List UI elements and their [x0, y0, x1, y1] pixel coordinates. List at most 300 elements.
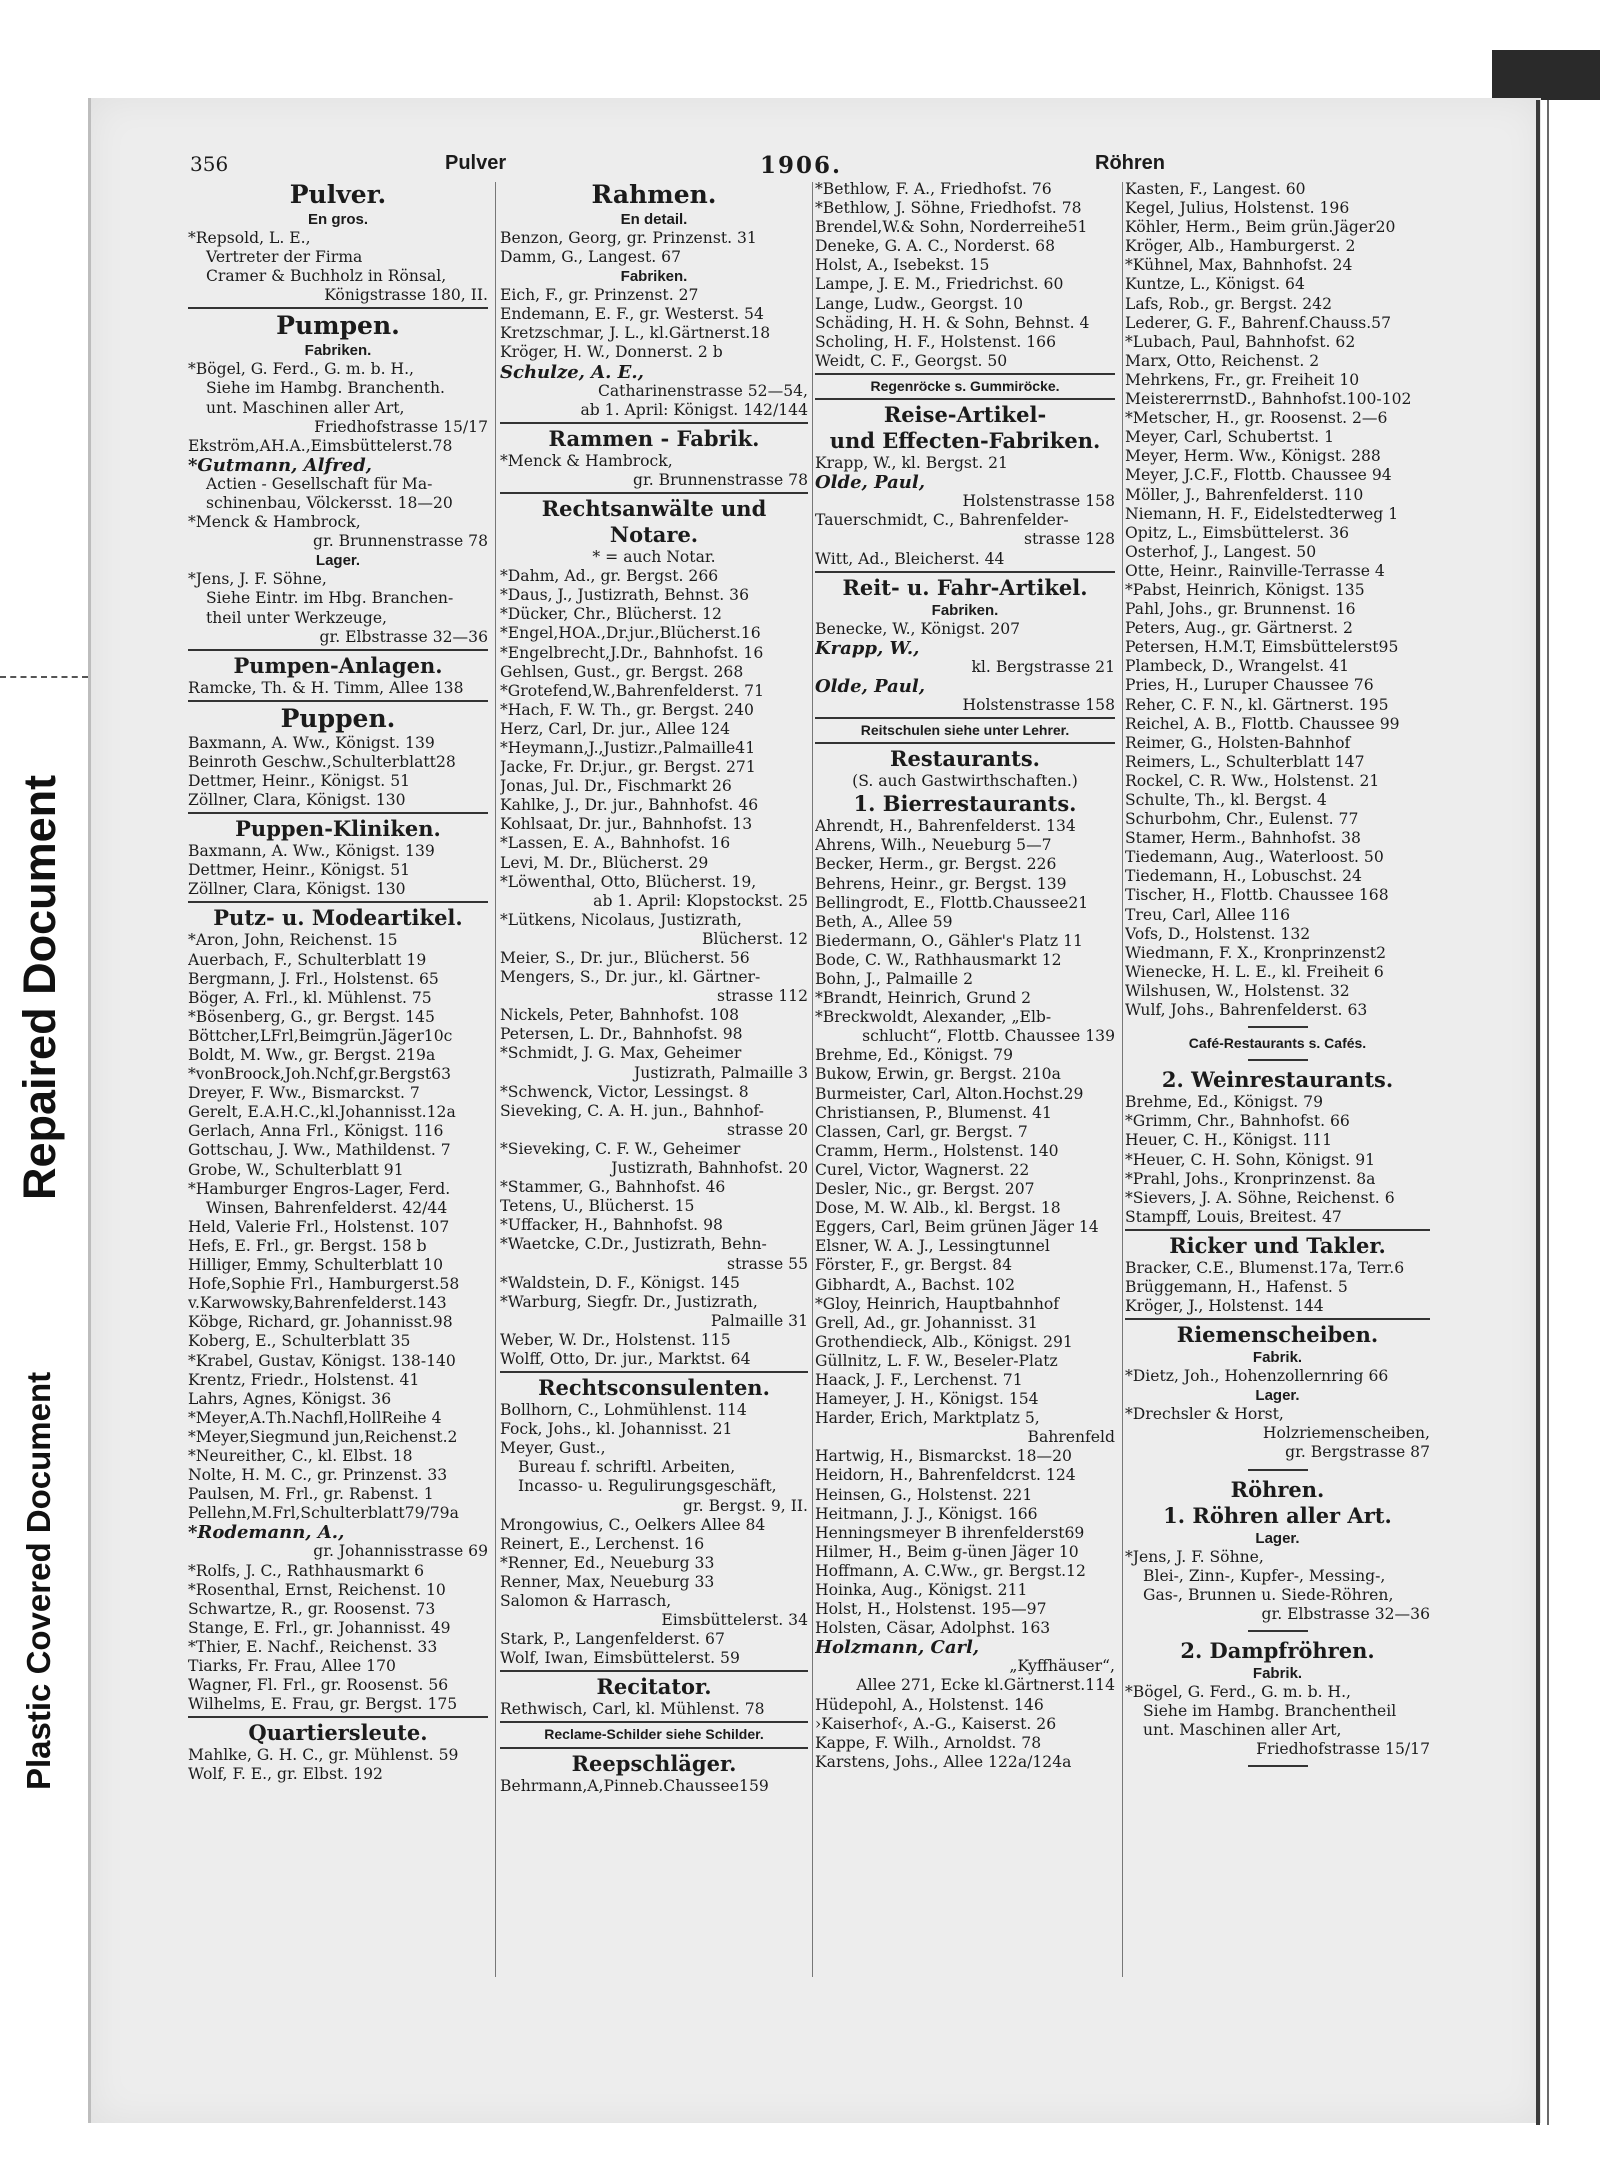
directory-entry: Weber, W. Dr., Holstenst. 115	[500, 1330, 731, 1349]
directory-entry: Wolff, Otto, Dr. jur., Marktst. 64	[500, 1349, 751, 1368]
directory-entry: Cramm, Herm., Holstenst. 140	[815, 1141, 1059, 1160]
scan-corner	[1492, 50, 1600, 100]
directory-entry: strasse 112	[717, 987, 808, 1006]
section-heading: Reepschläger.	[571, 1750, 737, 1776]
directory-entry: Dose, M. W. Alb., kl. Bergst. 18	[815, 1199, 1061, 1218]
page-edge-shadow	[1547, 100, 1549, 2125]
directory-entry: *Meyer,A.Th.Nachfl,HollReihe 4	[188, 1408, 442, 1427]
subheading: Lager.	[1255, 1387, 1300, 1405]
directory-entry: kl. Bergstrasse 21	[971, 657, 1115, 676]
directory-entry: Becker, Herm., gr. Bergst. 226	[815, 855, 1057, 874]
directory-entry: schinenbau, Völckersst. 18—20	[206, 494, 453, 513]
directory-entry: Koberg, E., Schulterblatt 35	[188, 1332, 411, 1351]
directory-entry: theil unter Werkzeuge,	[206, 608, 388, 627]
section-heading: Restaurants.	[890, 746, 1040, 772]
directory-entry: gr. Bergstrasse 87	[1285, 1443, 1430, 1462]
directory-entry: Böger, A. Frl., kl. Mühlenst. 75	[188, 988, 432, 1007]
directory-entry: Elsner, W. A. J., Lessingtunnel	[815, 1237, 1050, 1256]
section-heading: Reise-Artikel-	[883, 402, 1047, 428]
directory-entry: schlucht“, Flottb. Chaussee 139	[862, 1027, 1115, 1046]
directory-entry: Grell, Ad., gr. Johannisst. 31	[815, 1313, 1038, 1332]
directory-entry: Hefs, E. Frl., gr. Bergst. 158 b	[188, 1236, 427, 1255]
directory-entry: Kröger, Alb., Hamburgerst. 2	[1125, 237, 1356, 256]
section-rule	[500, 422, 808, 424]
directory-entry: *Sievers, J. A. Söhne, Reichenst. 6	[1125, 1188, 1395, 1207]
directory-entry: Bahrenfeld	[1027, 1428, 1115, 1447]
directory-entry: Brehme, Ed., Königst. 79	[1125, 1093, 1324, 1112]
directory-entry: Damm, G., Langest. 67	[500, 248, 681, 267]
directory-entry: Stamer, Herm., Bahnhofst. 38	[1125, 829, 1361, 848]
directory-entry: *Metscher, H., gr. Roosenst. 2—6	[1125, 409, 1388, 428]
section-heading: Puppen-Kliniken.	[235, 816, 441, 842]
section-rule	[1125, 1229, 1430, 1231]
section-rule	[815, 742, 1115, 744]
directory-entry: *Prahl, Johs., Kronprinzenst. 8a	[1125, 1169, 1376, 1188]
directory-entry: Siehe Eintr. im Hbg. Branchen-	[206, 589, 454, 608]
directory-entry: Sieveking, C. A. H. jun., Bahnhof-	[500, 1101, 764, 1120]
column-4	[1125, 180, 1430, 1773]
directory-entry: Wiedmann, F. X., Kronprinzenst2	[1125, 943, 1386, 962]
featured-entry: Olde, Paul,	[815, 676, 925, 696]
directory-entry: Brendel,W.& Sohn, Norderreihe51	[815, 218, 1088, 237]
directory-entry: Baxmann, A. Ww., Königst. 139	[188, 733, 435, 752]
directory-entry: Königstrasse 180, II.	[324, 286, 488, 305]
directory-entry: Levi, M. Dr., Blücherst. 29	[500, 853, 709, 872]
section-rule	[815, 398, 1115, 400]
directory-entry: Stange, E. Frl., gr. Johannisst. 49	[188, 1618, 451, 1637]
directory-entry: Holzriemenscheiben,	[1262, 1424, 1430, 1443]
directory-entry: Wagner, Fl. Frl., gr. Roosenst. 56	[188, 1676, 449, 1695]
directory-entry: Böttcher,LFrl,Beimgrün.Jäger10c	[188, 1026, 453, 1045]
directory-entry: Dreyer, F. Ww., Bismarckst. 7	[188, 1084, 420, 1103]
column-1	[188, 180, 488, 1784]
directory-entry: *Breckwoldt, Alexander, „Elb-	[815, 1008, 1052, 1027]
directory-entry: *Repsold, L. E.,	[188, 229, 311, 247]
directory-entry: *Krabel, Gustav, Königst. 138-140	[188, 1351, 456, 1370]
directory-entry: Hofe,Sophie Frl., Hamburgerst.58	[188, 1275, 460, 1294]
directory-entry: *Grotefend,W.,Bahrenfelderst. 71	[500, 681, 764, 700]
header-right-keyword: Röhren	[1095, 152, 1165, 174]
column-3	[815, 180, 1115, 1772]
directory-entry: Möller, J., Bahrenfelderst. 110	[1125, 485, 1364, 504]
directory-entry: Treu, Carl, Allee 116	[1125, 905, 1291, 924]
short-rule	[1248, 1469, 1308, 1471]
directory-entry: strasse 55	[726, 1254, 808, 1273]
directory-entry: strasse 20	[726, 1120, 808, 1139]
directory-entry: *Gloy, Heinrich, Hauptbahnhof	[815, 1294, 1060, 1313]
directory-entry: Meier, S., Dr. jur., Blücherst. 56	[500, 949, 750, 967]
directory-entry: Gerelt, E.A.H.C.,kl.Johannisst.12a	[188, 1103, 456, 1122]
short-rule	[1248, 1059, 1308, 1061]
section-rule	[500, 1371, 808, 1373]
directory-entry: Köhler, Herm., Beim grün.Jäger20	[1125, 218, 1396, 237]
section-heading: Rahmen.	[591, 180, 717, 209]
section-rule	[188, 307, 488, 309]
directory-entry: Marx, Otto, Reichenst. 2	[1125, 351, 1320, 370]
column-divider	[1122, 182, 1123, 1977]
directory-entry: Justizrath, Palmaille 3	[634, 1063, 808, 1082]
directory-entry: *Waldstein, D. F., Königst. 145	[500, 1273, 740, 1292]
directory-entry: Siehe im Hambg. Branchenth.	[206, 379, 445, 398]
section-rule	[188, 812, 488, 814]
subheading: Fabriken.	[931, 601, 999, 619]
directory-entry: Deneke, G. A. C., Norderst. 68	[815, 237, 1056, 256]
directory-entry: Holst, H., Holstenst. 195—97	[815, 1600, 1047, 1619]
section-rule	[500, 492, 808, 494]
directory-entry: *Löwenthal, Otto, Blücherst. 19,	[500, 872, 757, 891]
directory-entry: *Grimm, Chr., Bahnhofst. 66	[1125, 1112, 1350, 1131]
directory-entry: Christiansen, P., Blumenst. 41	[815, 1103, 1052, 1122]
directory-entry: *Lütkens, Nicolaus, Justizrath,	[500, 910, 742, 929]
directory-entry: *Uffacker, H., Bahnhofst. 98	[500, 1216, 723, 1235]
directory-entry: Petersen, H.M.T, Eimsbüttelerst95	[1125, 638, 1399, 657]
header-year: 1906.	[760, 152, 843, 179]
section-heading: 2. Weinrestaurants.	[1161, 1067, 1394, 1093]
directory-entry: *Dücker, Chr., Blücherst. 12	[500, 605, 722, 624]
directory-entry: Brehme, Ed., Königst. 79	[815, 1046, 1014, 1065]
directory-entry: Gas-, Brunnen u. Siede-Röhren,	[1143, 1585, 1394, 1604]
section-heading: Notare.	[609, 522, 699, 548]
directory-entry: „Kyffhäuser“,	[1009, 1657, 1115, 1676]
directory-entry: Ahrens, Wilh., Neueburg 5—7	[815, 836, 1052, 855]
directory-entry: *Brandt, Heinrich, Grund 2	[815, 989, 1032, 1008]
directory-entry: Cramer & Buchholz in Rönsal,	[206, 267, 447, 286]
directory-entry: *Rosenthal, Ernst, Reichenst. 10	[188, 1580, 446, 1599]
directory-entry: Holstenstrasse 158	[962, 695, 1115, 714]
short-rule	[1248, 1765, 1308, 1767]
directory-entry: *Dietz, Joh., Hohenzollernring 66	[1125, 1367, 1389, 1386]
directory-entry: Opitz, L., Eimsbüttelerst. 36	[1125, 523, 1350, 542]
directory-entry: MeistererrnstD., Bahnhofst.100-102	[1125, 390, 1412, 409]
directory-entry: Brüggemann, H., Hafenst. 5	[1125, 1277, 1348, 1296]
directory-entry: Kegel, Julius, Holstenst. 196	[1125, 199, 1350, 218]
directory-entry: Hartwig, H., Bismarckst. 18—20	[815, 1447, 1072, 1466]
directory-entry: Grothendieck, Alb., Königst. 291	[815, 1332, 1073, 1351]
directory-entry: Kappe, F. Wilh., Arnoldst. 78	[815, 1733, 1042, 1752]
directory-entry: *Jens, J. F. Söhne,	[1125, 1547, 1264, 1566]
section-heading: und Effecten-Fabriken.	[829, 428, 1101, 454]
directory-entry: Burmeister, Carl, Alton.Hochst.29	[815, 1084, 1084, 1103]
featured-entry: *Gutmann, Alfred,	[188, 455, 372, 475]
cross-reference: Reclame-Schilder siehe Schilder.	[544, 1726, 764, 1743]
directory-entry: Ekström,AH.A.,Eimsbüttelerst.78	[188, 436, 453, 455]
section-heading: Putz- u. Modeartikel.	[213, 905, 463, 931]
directory-entry: *Schmidt, J. G. Max, Geheimer	[500, 1044, 742, 1063]
directory-entry: Benecke, W., Königst. 207	[815, 619, 1021, 638]
page-header	[190, 152, 1470, 182]
section-rule	[500, 1670, 808, 1672]
section-heading: Quartiersleute.	[248, 1720, 428, 1746]
directory-entry: *Daus, J., Justizrath, Behnst. 36	[500, 586, 750, 605]
directory-entry: Palmaille 31	[710, 1311, 808, 1330]
section-heading: Pulver.	[289, 180, 387, 209]
directory-entry: Kohlsaat, Dr. jur., Bahnhofst. 13	[500, 815, 753, 834]
section-heading: Röhren.	[1230, 1476, 1325, 1502]
directory-entry: Friedhofstrasse 15/17	[1256, 1740, 1430, 1759]
directory-entry: Hameyer, J. H., Königst. 154	[815, 1390, 1039, 1409]
directory-entry: Winsen, Bahrenfelderst. 42/44	[206, 1198, 448, 1217]
directory-entry: Lederer, G. F., Bahrenf.Chauss.57	[1125, 313, 1392, 332]
directory-entry: Heuer, C. H., Königst. 111	[1125, 1131, 1333, 1150]
directory-entry: *Aron, John, Reichenst. 15	[188, 931, 398, 950]
directory-entry: *Bethlow, F. A., Friedhofst. 76	[815, 180, 1052, 198]
directory-entry: Friedhofstrasse 15/17	[314, 417, 488, 436]
directory-entry: Lahrs, Agnes, Königst. 36	[188, 1389, 392, 1408]
directory-entry: Bureau f. schriftl. Arbeiten,	[518, 1458, 736, 1477]
directory-entry: Held, Valerie Frl., Holstenst. 107	[188, 1217, 450, 1236]
directory-entry: Holstenstrasse 158	[962, 492, 1115, 511]
section-heading: Rechtsconsulenten.	[538, 1375, 770, 1401]
directory-entry: Krentz, Friedr., Holstenst. 41	[188, 1370, 420, 1389]
repaired-document-label: Repaired Document	[14, 774, 65, 1200]
subheading: Fabriken.	[304, 342, 372, 360]
directory-entry: Bukow, Erwin, gr. Bergst. 210a	[815, 1065, 1061, 1084]
directory-entry: Zöllner, Clara, Königst. 130	[188, 791, 406, 810]
directory-entry: Wilhelms, E. Frau, gr. Bergst. 175	[188, 1695, 458, 1714]
section-rule	[500, 1721, 808, 1723]
directory-entry: Renner, Max, Neueburg 33	[500, 1572, 715, 1591]
directory-entry: Meyer, Herm. Ww., Königst. 288	[1125, 447, 1381, 466]
directory-entry: Eimsbüttelerst. 34	[661, 1611, 808, 1630]
directory-entry: Ahrendt, H., Bahrenfelderst. 134	[815, 817, 1076, 836]
directory-entry: Behrmann,A,Pinneb.Chaussee159	[500, 1776, 769, 1795]
directory-entry: *Rolfs, J. C., Rathhausmarkt 6	[188, 1561, 425, 1580]
section-heading: Puppen.	[280, 703, 396, 733]
directory-entry: Endemann, E. F., gr. Westerst. 54	[500, 305, 764, 324]
section-rule	[815, 571, 1115, 573]
header-left-keyword: Pulver	[445, 152, 507, 174]
directory-entry: Hilmer, H., Beim g-ünen Jäger 10	[815, 1542, 1079, 1561]
directory-entry: Heinsen, G., Holstenst. 221	[815, 1485, 1033, 1504]
featured-entry: Krapp, W.,	[815, 638, 920, 658]
directory-entry: gr. Elbstrasse 32—36	[319, 627, 488, 646]
directory-entry: *Heuer, C. H. Sohn, Königst. 91	[1125, 1150, 1376, 1169]
directory-entry: Hilliger, Emmy, Schulterblatt 10	[188, 1256, 444, 1275]
directory-entry: *Thier, E. Nachf., Reichenst. 33	[188, 1637, 438, 1656]
directory-entry: Otte, Heinr., Rainville-Terrasse 4	[1125, 561, 1385, 580]
directory-entry: v.Karwowsky,Bahrenfelderst.143	[188, 1294, 447, 1313]
directory-entry: *Renner, Ed., Neueburg 33	[500, 1553, 715, 1572]
directory-entry: ab 1. April: Königst. 142/144	[580, 400, 808, 419]
directory-entry: Weidt, C. F., Georgst. 50	[815, 351, 1008, 370]
directory-entry: *Schwenck, Victor, Lessingst. 8	[500, 1082, 749, 1101]
directory-entry: Justizrath, Bahnhofst. 20	[611, 1159, 808, 1178]
directory-entry: Pries, H., Luruper Chaussee 76	[1125, 676, 1374, 695]
directory-entry: *Waetcke, C.Dr., Justizrath, Behn-	[500, 1235, 767, 1254]
directory-entry: strasse 128	[1024, 530, 1115, 549]
featured-entry: Schulze, A. E.,	[500, 362, 644, 382]
directory-entry: Karstens, Johs., Allee 122a/124a	[815, 1752, 1072, 1771]
directory-entry: *Lassen, E. A., Bahnhofst. 16	[500, 834, 731, 853]
directory-entry: gr. Brunnenstrasse 78	[632, 470, 808, 489]
section-heading: Pumpen-Anlagen.	[233, 652, 443, 678]
directory-entry: Biedermann, O., Gähler's Platz 11	[815, 931, 1083, 950]
section-heading: Rechtsanwälte und	[541, 496, 767, 522]
directory-entry: Eggers, Carl, Beim grünen Jäger 14	[815, 1218, 1099, 1237]
directory-entry: Lampe, J. E. M., Friedrichst. 60	[815, 275, 1064, 294]
directory-entry: Osterhof, J., Langest. 50	[1125, 542, 1317, 561]
directory-entry: Hoinka, Aug., Königst. 211	[815, 1581, 1028, 1599]
directory-entry: Hoffmann, A. C.Ww., gr. Bergst.12	[815, 1561, 1086, 1580]
directory-entry: Wilshusen, W., Holstenst. 32	[1125, 981, 1350, 1000]
directory-entry: Vofs, D., Holstenst. 132	[1125, 924, 1311, 943]
directory-entry: Beinroth Geschw.,Schulterblatt28	[188, 752, 456, 771]
directory-entry: Reimers, L., Schulterblatt 147	[1125, 752, 1365, 771]
directory-entry: Plambeck, D., Wrangelst. 41	[1125, 657, 1350, 676]
section-heading: Recitator.	[596, 1674, 712, 1700]
directory-entry: Bergmann, J. Frl., Holstenst. 65	[188, 969, 439, 988]
directory-entry: *vonBroock,Joh.Nchf,gr.Bergst63	[188, 1065, 452, 1084]
subheading: Fabrik.	[1252, 1664, 1303, 1682]
directory-entry: Behrens, Heinr., gr. Bergst. 139	[815, 874, 1067, 893]
directory-entry: *Bögel, G. Ferd., G. m. b. H.,	[1125, 1682, 1351, 1701]
section-heading: 2. Dampfröhren.	[1180, 1637, 1375, 1663]
directory-entry: Stampff, Louis, Breitest. 47	[1125, 1207, 1342, 1226]
directory-entry: Kröger, H. W., Donnerst. 2 b	[500, 343, 723, 362]
directory-entry: Classen, Carl, gr. Bergst. 7	[815, 1122, 1028, 1141]
column-divider	[812, 182, 813, 1977]
directory-entry: *Menck & Hambrock,	[500, 451, 673, 470]
directory-entry: Siehe im Hambg. Branchentheil	[1143, 1702, 1397, 1720]
section-heading: 1. Röhren aller Art.	[1163, 1502, 1392, 1528]
directory-entry: Bollhorn, C., Lohmühlenst. 114	[500, 1401, 747, 1420]
section-rule	[815, 717, 1115, 719]
directory-entry: Jacke, Fr. Dr.jur., gr. Bergst. 271	[500, 758, 756, 777]
section-rule	[500, 1747, 808, 1749]
subheading: Lager.	[1255, 1529, 1300, 1547]
directory-entry: Petersen, L. Dr., Bahnhofst. 98	[500, 1025, 743, 1044]
directory-entry: Ramcke, Th. & H. Timm, Allee 138	[188, 678, 464, 697]
directory-entry: Köbge, Richard, gr. Johannisst.98	[188, 1313, 453, 1332]
directory-entry: Kröger, J., Holstenst. 144	[1125, 1297, 1324, 1316]
directory-entry: *Heymann,J.,Justizr.,Palmaille41	[500, 738, 756, 757]
directory-entry: *Hach, F. W. Th., gr. Bergst. 240	[500, 700, 754, 719]
short-rule	[1248, 1026, 1308, 1028]
directory-entry: Scholing, H. F., Holstenst. 166	[815, 332, 1056, 351]
section-heading: Rammen - Fabrik.	[548, 425, 760, 451]
directory-entry: Heitmann, J. J., Königst. 166	[815, 1504, 1038, 1523]
directory-entry: Meyer, J.C.F., Flottb. Chaussee 94	[1125, 466, 1392, 485]
directory-entry: Herz, Carl, Dr. jur., Allee 124	[500, 719, 731, 738]
directory-entry: Kuntze, L., Königst. 64	[1125, 275, 1305, 294]
directory-entry: Wulf, Johs., Bahrenfelderst. 63	[1125, 1001, 1368, 1020]
directory-entry: Gerlach, Anna Frl., Königst. 116	[188, 1122, 444, 1141]
subheading: Lager.	[315, 552, 361, 570]
section-heading: 1. Bierrestaurants.	[853, 791, 1077, 817]
directory-entry: Bode, C. W., Rathhausmarkt 12	[815, 950, 1062, 969]
directory-entry: *Bethlow, J. Söhne, Friedhofst. 78	[815, 199, 1082, 218]
directory-entry: *Sieveking, C. F. W., Geheimer	[500, 1139, 741, 1158]
directory-entry: ab 1. April: Klopstockst. 25	[593, 891, 808, 910]
plastic-covered-label: Plastic Covered Document	[20, 1371, 57, 1790]
directory-entry: Förster, F., gr. Bergst. 84	[815, 1256, 1013, 1275]
subheading: En detail.	[620, 211, 688, 228]
note: * = auch Notar.	[592, 548, 716, 567]
directory-entry: Heidorn, H., Bahrenfeldcrst. 124	[815, 1466, 1076, 1485]
directory-entry: *Hamburger Engros-Lager, Ferd.	[188, 1179, 451, 1198]
directory-entry: Rethwisch, Carl, kl. Mühlenst. 78	[500, 1700, 765, 1719]
directory-entry: Zöllner, Clara, Königst. 130	[188, 880, 406, 899]
directory-entry: Jonas, Jul. Dr., Fischmarkt 26	[500, 777, 732, 796]
cross-reference: Café-Restaurants s. Cafés.	[1188, 1035, 1367, 1052]
directory-entry: *Dahm, Ad., gr. Bergst. 266	[500, 567, 719, 586]
directory-entry: Curel, Victor, Wagnerst. 22	[815, 1160, 1030, 1179]
directory-entry: Reimer, G., Holsten-Bahnhof	[1125, 733, 1351, 752]
page-edge	[1536, 100, 1540, 2125]
directory-entry: *Kühnel, Max, Bahnhofst. 24	[1125, 256, 1353, 275]
directory-entry: Kasten, F., Langest. 60	[1125, 180, 1306, 198]
directory-entry: Bohn, J., Palmaille 2	[815, 970, 973, 988]
directory-entry: Gottschau, J. Ww., Mathildenst. 7	[188, 1141, 451, 1160]
directory-entry: Desler, Nic., gr. Bergst. 207	[815, 1180, 1035, 1199]
directory-entry: Incasso- u. Regulirungsgeschäft,	[518, 1477, 777, 1496]
directory-entry: Schwartze, R., gr. Roosenst. 73	[188, 1599, 436, 1618]
subheading: Fabriken.	[620, 268, 688, 286]
directory-entry: Hüdepohl, A., Holstenst. 146	[815, 1695, 1044, 1714]
directory-entry: Gibhardt, A., Bachst. 102	[815, 1275, 1015, 1294]
directory-entry: Fock, Johs., kl. Johannisst. 21	[500, 1420, 733, 1439]
subheading: En gros.	[307, 211, 368, 228]
directory-entry: Tiedemann, H., Lobuschst. 24	[1125, 867, 1362, 886]
directory-entry: gr. Brunnenstrasse 78	[312, 532, 488, 551]
directory-entry: *Lubach, Paul, Bahnhofst. 62	[1125, 332, 1356, 351]
directory-entry: Vertreter der Firma	[206, 248, 363, 267]
directory-entry: Bracker, C.E., Blumenst.17a, Terr.6	[1125, 1258, 1405, 1277]
directory-entry: Mrongowius, C., Oelkers Allee 84	[500, 1515, 766, 1534]
directory-entry: Lange, Ludw., Georgst. 10	[815, 294, 1024, 313]
directory-entry: Pahl, Johs., gr. Brunnenst. 16	[1125, 600, 1356, 619]
directory-entry: Lafs, Rob., gr. Bergst. 242	[1125, 294, 1333, 313]
directory-entry: Beth, A., Allee 59	[815, 912, 953, 931]
directory-entry: Schäding, H. H. & Sohn, Behnst. 4	[815, 313, 1090, 332]
section-heading: Riemenscheiben.	[1176, 1322, 1379, 1348]
column-2	[500, 180, 808, 1796]
directory-entry: *Engel,HOA.,Dr.jur.,Blücherst.16	[500, 624, 761, 643]
directory-entry: *Neureither, C., kl. Elbst. 18	[188, 1446, 413, 1465]
directory-entry: Harder, Erich, Marktplatz 5,	[815, 1409, 1040, 1428]
directory-entry: Güllnitz, L. F. W., Beseler-Platz	[815, 1351, 1058, 1370]
directory-entry: Benzon, Georg, gr. Prinzenst. 31	[500, 229, 757, 247]
directory-entry: Tetens, U., Blücherst. 15	[500, 1197, 695, 1216]
page-number: 356	[190, 152, 229, 176]
cross-reference: Reitschulen siehe unter Lehrer.	[860, 722, 1070, 739]
subheading: Fabrik.	[1252, 1349, 1303, 1367]
directory-entry: gr. Elbstrasse 32—36	[1261, 1604, 1430, 1623]
directory-entry: *Pabst, Heinrich, Königst. 135	[1125, 580, 1365, 599]
directory-entry: ›Kaiserhof‹, A.-G., Kaiserst. 26	[815, 1714, 1057, 1733]
directory-entry: Meyer, Gust.,	[500, 1439, 606, 1458]
directory-entry: Salomon & Harrasch,	[500, 1592, 672, 1610]
note: (S. auch Gastwirthschaften.)	[852, 772, 1078, 791]
directory-entry: *Bögel, G. Ferd., G. m. b. H.,	[188, 360, 414, 379]
column-divider	[495, 182, 496, 1977]
directory-entry: Grobe, W., Schulterblatt 91	[188, 1160, 404, 1179]
directory-entry: Paulsen, M. Frl., gr. Rabenst. 1	[188, 1485, 434, 1504]
directory-entry: Rockel, C. R. Ww., Holstenst. 21	[1125, 771, 1380, 790]
section-heading: Pumpen.	[276, 311, 400, 341]
directory-entry: Nolte, H. M. C., gr. Prinzenst. 33	[188, 1466, 448, 1485]
directory-entry: Reher, C. F. N., kl. Gärtnerst. 195	[1125, 695, 1389, 714]
top-margin	[0, 0, 1600, 50]
directory-entry: Tiarks, Fr. Frau, Allee 170	[188, 1657, 396, 1675]
directory-entry: Pellehn,M.Frl,Schulterblatt79/79a	[188, 1504, 459, 1523]
directory-entry: Blücherst. 12	[702, 929, 808, 948]
directory-entry: Mengers, S., Dr. jur., kl. Gärtner-	[500, 968, 761, 987]
section-heading: Reit- u. Fahr-Artikel.	[842, 574, 1088, 600]
directory-entry: Mehrkens, Fr., gr. Freiheit 10	[1125, 370, 1360, 389]
section-rule	[188, 649, 488, 651]
directory-entry: *Bösenberg, G., gr. Bergst. 145	[188, 1007, 435, 1026]
